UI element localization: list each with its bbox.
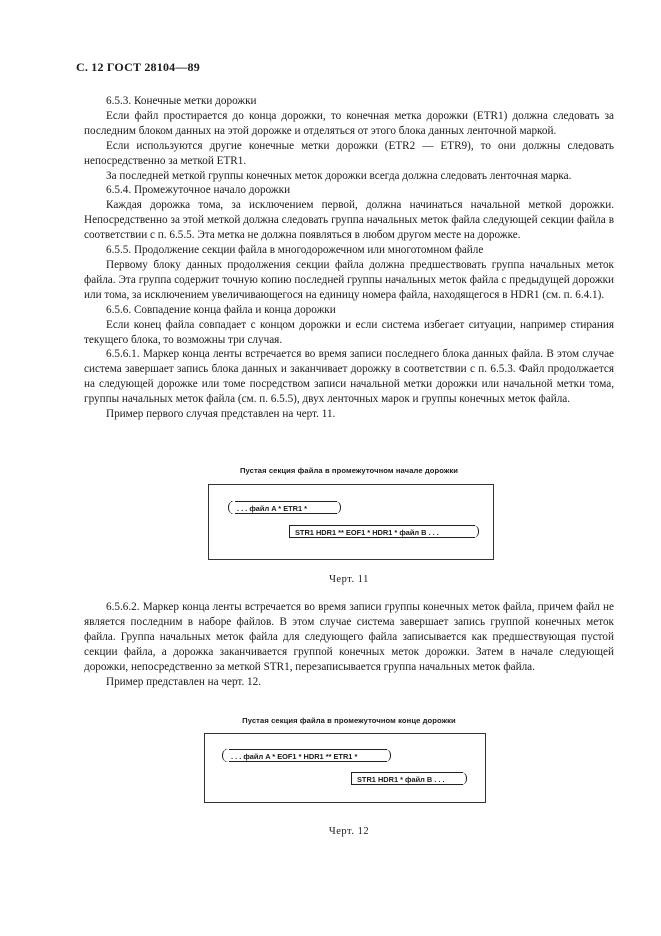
tape-end-mark	[472, 525, 479, 538]
figure-title: Пустая секция файла в промежуточном конце дорожки	[242, 716, 456, 725]
tape-frame	[204, 733, 486, 803]
tape-label: STR1 HDR1 * файл B . . .	[357, 775, 445, 784]
paragraph: Если файл простирается до конца дорожки, то конечная метка дорожки (ETR1) должна следовать за последним блоком данных на этой дорожке и отделяться от этого блока данных ленточной маркой.	[84, 109, 614, 137]
paragraph: Если используются другие конечные метки дорожки (ETR2 — ETR9), то они должны следовать непосредственно за меткой ETR1.	[84, 139, 614, 167]
figure-12	[84, 716, 614, 846]
tape-end-mark	[334, 501, 341, 514]
tape-frame	[208, 484, 494, 560]
figure-caption: Черт. 12	[328, 826, 370, 837]
figure-caption: Черт. 11	[329, 574, 369, 585]
figure-title: Пустая секция файла в промежуточном начале дорожки	[239, 466, 459, 475]
paragraph: 6.5.6.1. Маркер конца ленты встречается во время записи последнего блока данных файла. В этом случае система завершает запись блока данных и заканчивает дорожку в соответствии с п. 6.5.3. Файл продолжается на следующей дорожке или томе посредством записи начальной метки дорожки или начальной метки тома, группы начальных меток файла (см. п. 6.5.5), двух ленточных марок и группы конечных меток файла.	[84, 348, 614, 406]
section-heading: 6.5.5. Продолжение секции файла в многодорожечном или многотомном файле	[106, 244, 484, 257]
page-header: С. 12 ГОСТ 28104—89	[76, 60, 200, 74]
figure-11	[84, 466, 614, 596]
paragraph: Пример представлен на черт. 12.	[106, 675, 262, 688]
paragraph: За последней меткой группы конечных меток дорожки всегда должна следовать ленточная марка.	[106, 169, 572, 182]
tape-segment	[289, 525, 475, 538]
tape-end-mark	[460, 772, 467, 785]
paragraph: 6.5.6.2. Маркер конца ленты встречается во время записи группы конечных меток файла, причем файл не является последним в наборе файлов. В этом случае система завершает запись группой конечных меток файла. Группа начальных меток файла для следующего файла записывается как предшествующая пустой секции файла, а дорожка заканчивается группой конечных меток дорожки. Затем в начале следующей дорожки, непосредственно за меткой STR1, перезаписывается группа начальных меток файла.	[84, 601, 614, 673]
tape-label: . . . файл A * EOF1 * HDR1 ** ETR1 *	[231, 752, 358, 761]
paragraph: Каждая дорожка тома, за исключением первой, должна начинаться начальной меткой дорожки. Непосредственно за этой меткой должна следовать группа начальных меток файла следующей секции файла в соответствии с п. 6.5.5. Эта метка не должна появляться в любом другом месте на дорожке.	[84, 199, 614, 242]
tape-label: . . . файл A * ETR1 *	[237, 504, 308, 513]
paragraph: Первому блоку данных продолжения секции файла должна предшествовать группа начальных меток файла. Эта группа содержит точную копию последней группы начальных меток файла с предыдущей дорожки или тома, за исключением увеличивающегося на единицу номера файла, находящегося в HDR1 (см. п. 6.4.1).	[84, 258, 614, 301]
text-block-1	[84, 94, 614, 422]
tape-segment	[351, 772, 463, 785]
paragraph: Пример первого случая представлен на черт. 11.	[106, 408, 336, 421]
section-heading: 6.5.4. Промежуточное начало дорожки	[106, 184, 291, 197]
tape-label: STR1 HDR1 ** EOF1 * HDR1 * файл B . . .	[295, 528, 439, 537]
text-block-2	[84, 600, 614, 689]
tape-end-mark	[384, 749, 391, 762]
section-heading: 6.5.3. Конечные метки дорожки	[106, 95, 257, 107]
tape-segment	[231, 501, 337, 514]
tape-segment	[225, 749, 387, 762]
paragraph: Если конец файла совпадает с концом дорожки и если система избегает ситуации, например стирания текущего блока, то возможны три случая.	[84, 318, 614, 346]
section-heading: 6.5.6. Совпадение конца файла и конца дорожки	[106, 303, 336, 316]
